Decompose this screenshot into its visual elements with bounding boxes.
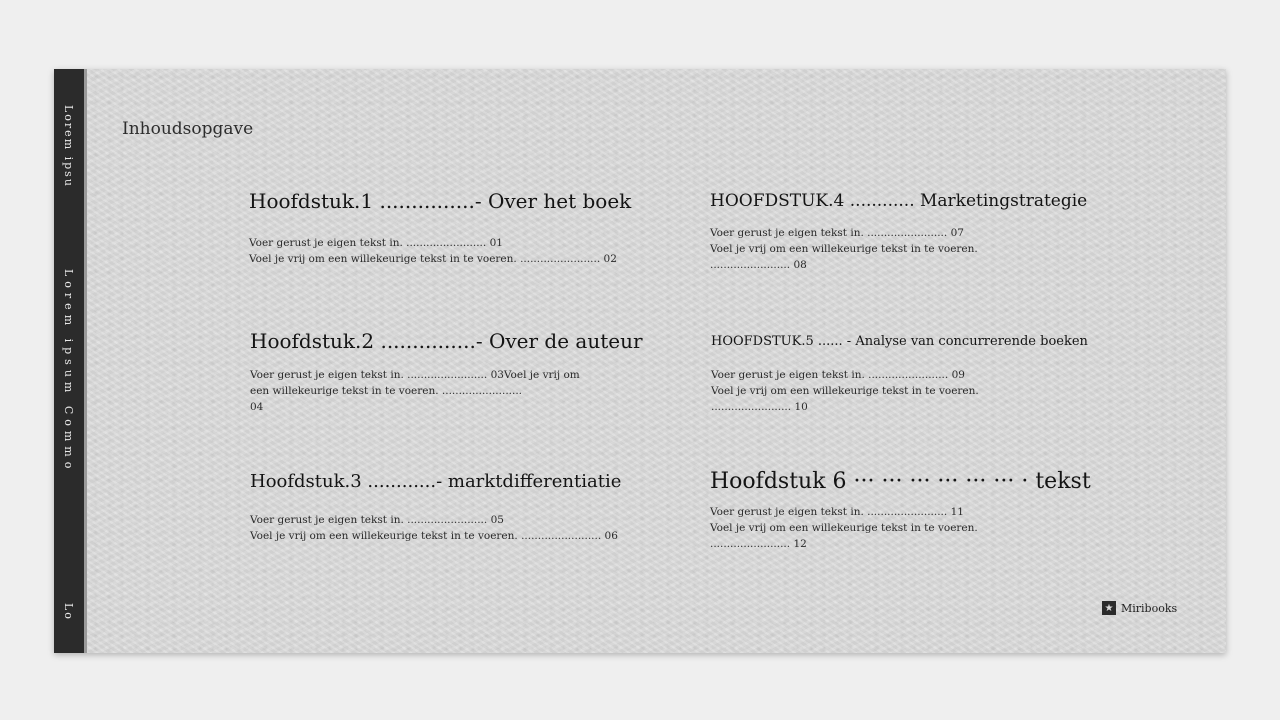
toc-line: Voer gerust je eigen tekst in. ........................ 07 [710,227,964,239]
spine-middle-text: Lorem ipsum Commo [62,269,75,474]
toc-line: Voel je vrij om een willekeurige tekst in te voeren. [710,522,978,534]
toc-line: Voer gerust je eigen tekst in. ........................ 05 [250,514,504,526]
toc-line: Voel je vrij om een willekeurige tekst in te voeren. [710,243,978,255]
toc-line: Voel je vrij om een willekeurige tekst in te voeren. ........................ 06 [250,530,618,542]
toc-line: Voer gerust je eigen tekst in. ........................ 03Voel je vrij om een willekeurige tekst in te voeren. ........................ [250,369,580,397]
star-icon: ★ [1102,601,1116,615]
chapter-5 [711,334,1111,415]
chapter-6 [710,469,1110,552]
toc-line: ........................ 10 [711,401,808,413]
chapter-heading: HOOFDSTUK.5 ...... - Analyse van concurrerende boeken [711,334,1088,349]
chapter-heading: Hoofdstuk 6 ··· ··· ··· ··· ··· ··· · tekst [710,469,1091,494]
chapter-lines [250,367,650,415]
book-spine [54,69,84,653]
chapter-1 [249,189,649,267]
spine-bottom-text: Lo [62,603,75,621]
chapter-heading: HOOFDSTUK.4 ............ Marketingstrategie [710,191,1088,211]
toc-line: Voer gerust je eigen tekst in. ........................ 01 [249,237,503,249]
chapter-3 [250,471,650,544]
chapter-heading: Hoofdstuk.3 ............- marktdifferentiatie [250,471,622,492]
chapter-lines [710,225,1110,273]
chapter-lines [250,512,650,544]
toc-line: 04 [250,401,264,413]
book [54,69,1226,653]
page-title: Inhoudsopgave [122,119,254,139]
chapter-2 [250,329,650,415]
toc-line: ........................ 08 [710,259,807,271]
toc-line: Voer gerust je eigen tekst in. ........................ 09 [711,369,965,381]
toc-line: ........................ 12 [710,538,807,550]
chapter-lines [710,504,1110,552]
toc-line: Voel je vrij om een willekeurige tekst in te voeren. [711,385,979,397]
spine-top-text: Lorem ipsu [62,105,75,188]
brand-logo [1102,601,1177,615]
toc-line: Voel je vrij om een willekeurige tekst in te voeren. ........................ 02 [249,253,617,265]
chapter-heading: Hoofdstuk.2 ...............- Over de auteur [250,329,643,353]
chapter-lines [711,367,1111,415]
chapter-4 [710,191,1110,273]
chapter-lines [249,235,649,267]
chapter-heading: Hoofdstuk.1 ...............- Over het boek [249,189,632,213]
content-page [87,69,1226,653]
toc-line: Voer gerust je eigen tekst in. ........................ 11 [710,506,964,518]
brand-name: Miribooks [1121,601,1178,615]
